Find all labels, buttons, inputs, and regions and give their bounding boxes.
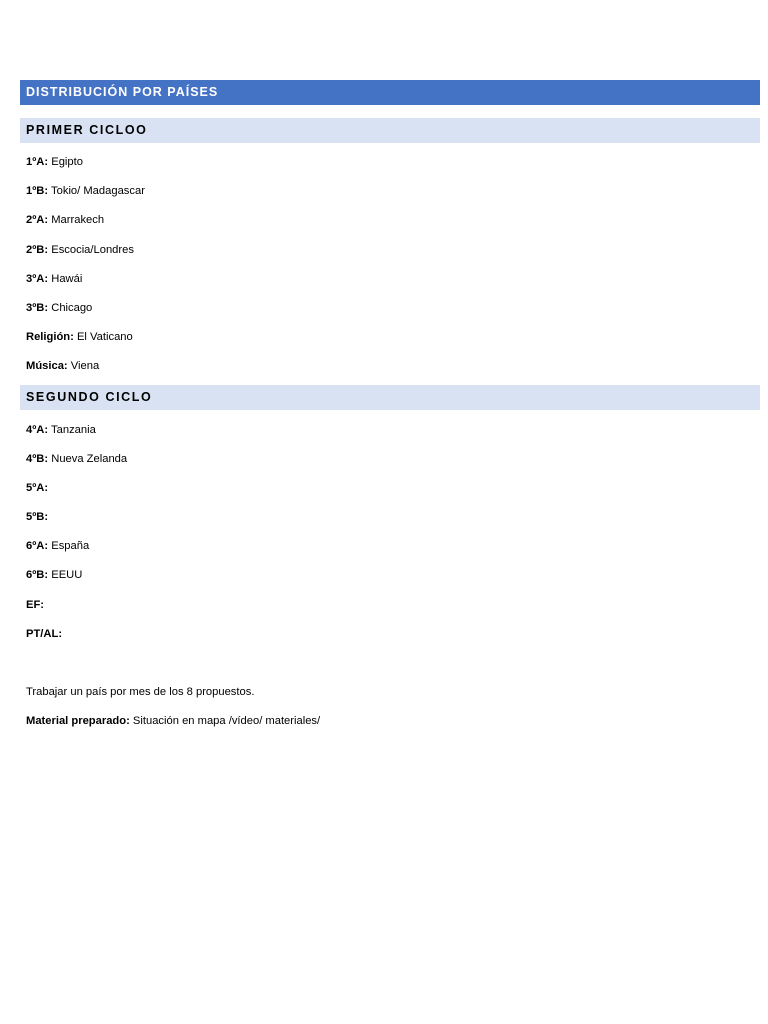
section-heading-primer-ciclo: PRIMER CICLOO	[20, 118, 760, 143]
item-label: 2ºB:	[26, 243, 49, 256]
list-item	[26, 206, 760, 235]
plan-note: Trabajar un país por mes de los 8 propuestos.	[26, 686, 255, 698]
item-value: España	[48, 540, 90, 553]
item-label: 2ºA:	[26, 214, 49, 227]
item-label: 6ºA:	[26, 540, 49, 553]
item-label: 6ºB:	[26, 569, 49, 582]
list-item	[26, 236, 760, 265]
item-value: Escocia/Londres	[48, 243, 134, 256]
section-heading-segundo-ciclo: SEGUNDO CICLO	[20, 385, 760, 410]
list-item	[26, 503, 760, 532]
list-item	[26, 416, 760, 445]
item-value: Marrakech	[48, 214, 105, 227]
material-value: Situación en mapa /vídeo/ materiales/	[129, 715, 321, 728]
list-item	[26, 265, 760, 294]
list-item	[26, 294, 760, 323]
list-item	[26, 561, 760, 590]
item-label: 3ºB:	[26, 301, 49, 314]
list-item	[26, 352, 760, 381]
item-value: Egipto	[48, 156, 83, 168]
document-title: DISTRIBUCIÓN POR PAÍSES	[20, 80, 760, 105]
item-label: 1ºA:	[26, 156, 49, 168]
list-item	[26, 620, 760, 649]
item-value: Viena	[67, 360, 100, 373]
item-label: PT/AL:	[26, 627, 63, 640]
list-item	[26, 532, 760, 561]
material-note	[20, 707, 760, 736]
list-item	[26, 148, 760, 177]
item-label: Religión:	[26, 331, 74, 344]
item-label: 3ºA:	[26, 272, 49, 285]
list-item	[26, 591, 760, 620]
item-label: 5ºB:	[26, 511, 49, 524]
item-label: 4ºA:	[26, 423, 49, 436]
item-value: Chicago	[48, 301, 93, 314]
primer-ciclo-list	[20, 148, 760, 382]
document-page	[20, 80, 760, 736]
item-value: EEUU	[48, 569, 83, 582]
item-label: EF:	[26, 598, 45, 611]
item-value: Hawái	[48, 272, 83, 285]
list-item	[26, 445, 760, 474]
segundo-ciclo-list	[20, 416, 760, 650]
item-label: Música:	[26, 360, 68, 373]
item-label: 1ºB:	[26, 185, 49, 198]
item-value: Tanzania	[48, 423, 96, 436]
material-label: Material preparado:	[26, 715, 130, 728]
item-value: Nueva Zelanda	[48, 452, 128, 465]
item-label: 5ºA:	[26, 481, 49, 494]
item-value: Tokio/ Madagascar	[48, 185, 145, 198]
list-item	[26, 474, 760, 503]
list-item	[26, 177, 760, 206]
item-value: El Vaticano	[73, 331, 133, 344]
list-item	[26, 323, 760, 352]
item-label: 4ºB:	[26, 452, 49, 465]
